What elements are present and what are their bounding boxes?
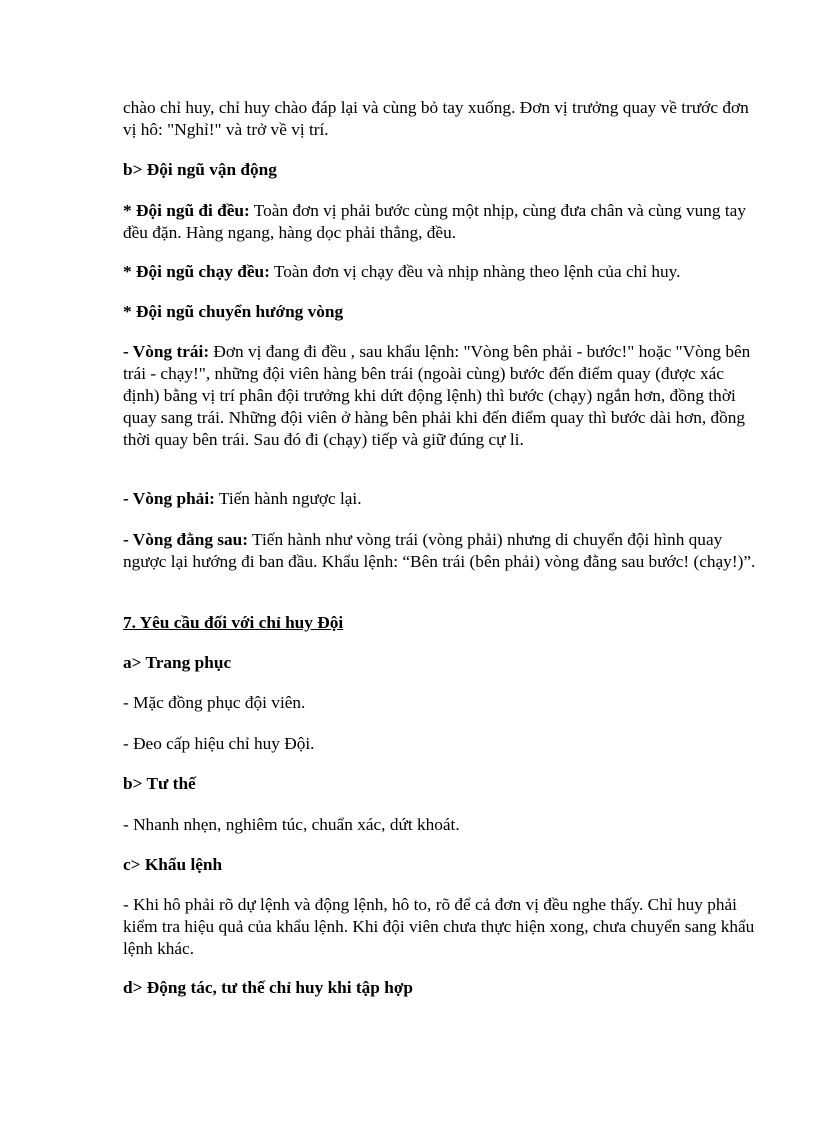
paragraph-vong-phai (123, 488, 763, 510)
paragraph-intro: chào chỉ huy, chỉ huy chào đáp lại và cùng bỏ tay xuống. Đơn vị trưởng quay về trước đơn vị hô: "Nghỉ!" và trở về vị trí. (123, 98, 749, 139)
heading-doi-ngu-van-dong: b> Đội ngũ vận động (123, 160, 277, 179)
text-vong-dang-sau: Tiến hành như vòng trái (vòng phải) nhưng di chuyển đội hình quay ngược lại hướng đi ban đầu. Khẩu lệnh: “Bên trái (bên phải) vòng đằng sau bước! (chạy!)”. (123, 530, 756, 571)
text-vong-trai: Đơn vị đang đi đều , sau khẩu lệnh: "Vòng bên phải - bước!" hoặc "Vòng bên trái - chạy!", những đội viên hàng bên trái (ngoài cùng) bước đến điểm quay (được xác định) bằng vị trí phân đội trưởng khi dứt động lệnh) thì bước (chạy) ngắn hơn, đồng thời quay sang trái. Những đội viên ở hàng bên phải khi đến điểm quay thì bước dài hơn, đồng thời quay bên trái. Sau đó đi (chạy) tiếp và giữ đúng cự li. (123, 342, 751, 449)
item-khau-lenh: - Khi hô phải rõ dự lệnh và động lệnh, hô to, rõ để cả đơn vị đều nghe thấy. Chỉ huy phải kiểm tra hiệu quả của khẩu lệnh. Khi đội viên chưa thực hiện xong, chưa chuyển sang khẩu lệnh khác. (123, 895, 755, 958)
paragraph-vong-trai (123, 341, 763, 451)
item-dong-phuc: - Mặc đồng phục đội viên. (123, 693, 306, 712)
heading-khau-lenh: c> Khẩu lệnh (123, 855, 223, 874)
item-cap-hieu: - Đeo cấp hiệu chỉ huy Đội. (123, 734, 315, 753)
heading-tu-the: b> Tư thế (123, 774, 196, 793)
label-di-deu: * Đội ngũ đi đều: (123, 201, 250, 220)
heading-trang-phuc: a> Trang phục (123, 653, 232, 672)
paragraph-di-deu (123, 200, 763, 244)
text-vong-phai: Tiến hành ngược lại. (214, 489, 362, 508)
label-vong-dang-sau: - Vòng đằng sau: (123, 530, 249, 549)
paragraph-chay-deu (123, 261, 763, 283)
label-vong-trai: - Vòng trái: (123, 342, 210, 361)
label-chay-deu: * Đội ngũ chạy đều: (123, 262, 270, 281)
heading-dong-tac: d> Động tác, tư thế chỉ huy khi tập hợp (123, 978, 414, 997)
heading-chuyen-huong-vong: * Đội ngũ chuyển hướng vòng (123, 302, 344, 321)
item-tu-the: - Nhanh nhẹn, nghiêm túc, chuẩn xác, dứt khoát. (123, 815, 460, 834)
paragraph-vong-dang-sau (123, 529, 763, 573)
label-vong-phai: - Vòng phải: (123, 489, 215, 508)
text-di-deu: Toàn đơn vị phải bước cùng một nhịp, cùng đưa chân và cùng vung tay đều đặn. Hàng ngang, hàng dọc phải thẳng, đều. (123, 201, 746, 242)
text-chay-deu: Toàn đơn vị chạy đều và nhịp nhàng theo lệnh của chỉ huy. (269, 262, 681, 281)
heading-section-7: 7. Yêu cầu đối với chỉ huy Đội (123, 613, 344, 632)
